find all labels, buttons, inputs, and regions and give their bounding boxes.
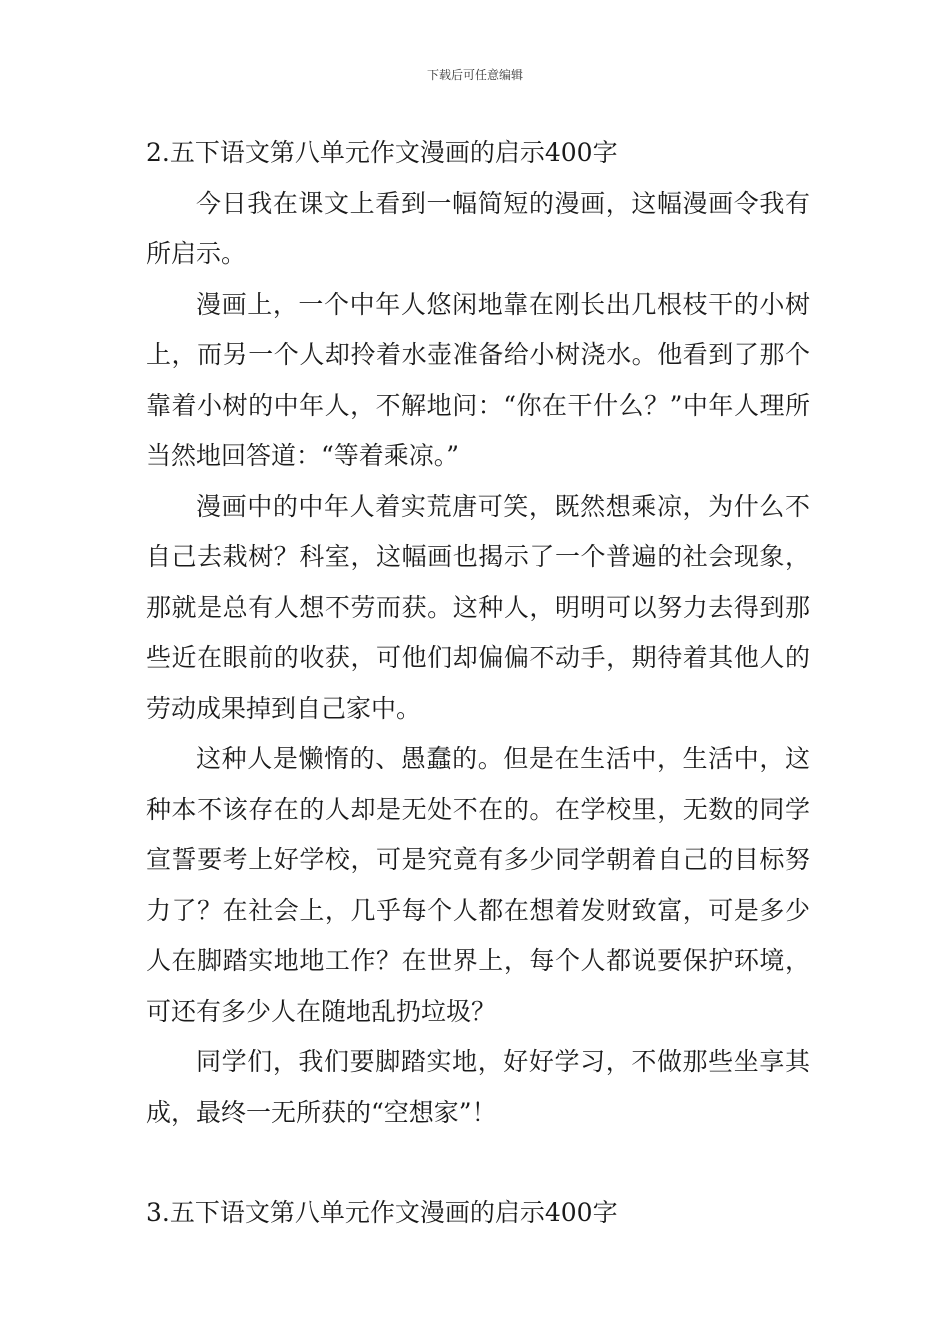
paragraph-2: 漫画上，一个中年人悠闲地靠在刚长出几根枝干的小树上，而另一个人却拎着水壶准备给小树浇水。他看到了那个靠着小树的中年人，不解地问：“你在干什么？”中年人理所当然地回答道：“等着乘凉。” — [146, 289, 810, 470]
paragraph-1: 今日我在课文上看到一幅简短的漫画，这幅漫画令我有所启示。 — [146, 188, 810, 268]
page-header-note: 下载后可任意编辑 — [426, 68, 523, 82]
paragraph-5: 同学们，我们要脚踏实地，好好学习，不做那些坐享其成，最终一无所获的“空想家”！ — [146, 1047, 810, 1127]
section-3-title: 3.五下语文第八单元作文漫画的启示400字 — [146, 1198, 618, 1227]
section-2-title: 2.五下语文第八单元作文漫画的启示400字 — [146, 138, 618, 167]
section-spacer — [146, 1138, 810, 1188]
document-body — [146, 128, 810, 1239]
paragraph-3: 漫画中的中年人着实荒唐可笑，既然想乘凉，为什么不自己去栽树？科室，这幅画也揭示了一个普遍的社会现象，那就是总有人想不劳而获。这种人，明明可以努力去得到那些近在眼前的收获，可他们却偏偏不动手，期待着其他人的劳动成果掉到自己家中。 — [146, 491, 810, 723]
paragraph-4: 这种人是懒惰的、愚蠢的。但是在生活中，生活中，这种本不该存在的人却是无处不在的。在学校里，无数的同学宣誓要考上好学校，可是究竟有多少同学朝着自己的目标努力了？在社会上，几乎每个人都在想着发财致富，可是多少人在脚踏实地地工作？在世界上，每个人都说要保护环境，可还有多少人在随地乱扔垃圾？ — [146, 744, 810, 1026]
